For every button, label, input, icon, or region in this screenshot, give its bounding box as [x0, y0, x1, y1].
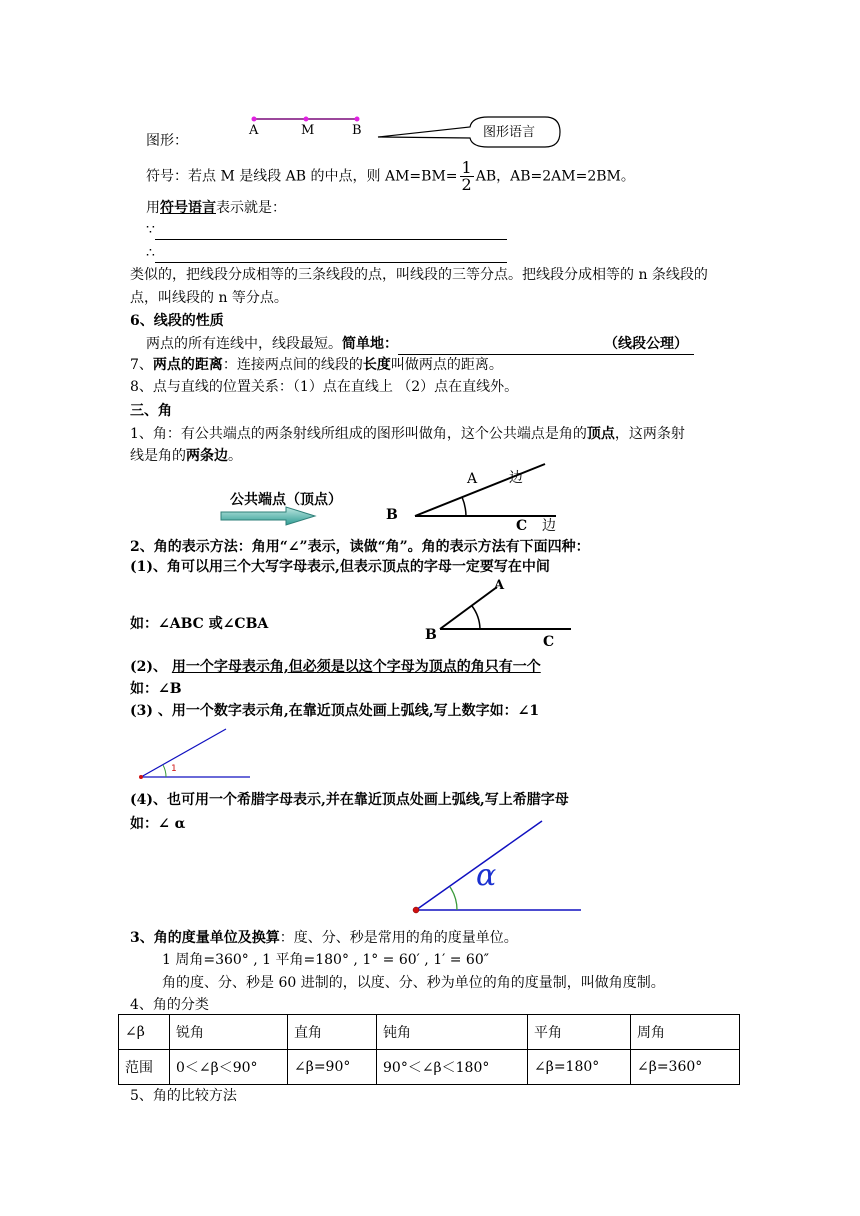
s7-num: 7、	[130, 357, 153, 373]
s6-axiom: （线段公理）	[598, 334, 694, 355]
use-pre: 用	[146, 200, 160, 216]
table-cell: ∠β	[119, 1015, 170, 1050]
table-cell: 直角	[288, 1015, 377, 1050]
table-cell: ∠β=90°	[288, 1050, 377, 1085]
def-l1-bold: 顶点	[586, 426, 615, 442]
fraction-denominator: 2	[461, 175, 472, 194]
def-l2-bold: 两条边	[186, 448, 228, 464]
table-cell: ∠β=360°	[631, 1050, 740, 1085]
method-1-example: 如：∠ABC 或∠CBA	[130, 616, 269, 632]
similar-line-1: 类似的，把线段分成相等的三条线段的点，叫线段的三等分点。把线段分成相等的 n 条线段的	[130, 267, 708, 283]
symbol-suffix: AB，AB=2AM=2BM。	[475, 168, 635, 185]
fig1-label-a: A	[467, 471, 478, 487]
def-l1-post: ，这两条射	[614, 426, 685, 442]
s6-statement: 两点的所有连线中，线段最短。	[146, 336, 342, 352]
units-line	[130, 928, 518, 948]
angle-classification-table	[118, 1014, 740, 1085]
fig2-label-c: C	[543, 634, 555, 650]
method-3: (3) 、用一个数字表示角,在靠近顶点处画上弧线,写上数字如：∠1	[130, 703, 540, 719]
units-description: 角的度、分、秒是 60 进制的，以度、分、秒为单位的角的度量制，叫做角度制。	[162, 975, 665, 991]
s5-heading: 5、角的比较方法	[130, 1088, 237, 1104]
s6-heading: 6、线段的性质	[130, 313, 224, 329]
notation-intro: 2、角的表示方法：角用“∠”表示，读做“角”。角的表示方法有下面四种：	[130, 539, 590, 555]
section-3-heading: 三、角	[130, 403, 172, 419]
units-conversion: 1 周角=360° , 1 平角=180° , 1° = 60′ , 1′ = 60″	[162, 952, 489, 968]
table-cell: 锐角	[170, 1015, 288, 1050]
method-4-example: 如：∠ α	[130, 816, 186, 832]
callout-text: 图形语言	[483, 125, 536, 140]
method-2-num: (2)、	[130, 659, 172, 675]
units-text: ：度、分、秒是常用的角的度量单位。	[279, 930, 518, 946]
units-bold: 3、角的度量单位及换算	[130, 930, 280, 946]
table-cell: 90°＜∠β＜180°	[377, 1050, 528, 1085]
s6-simple: 简单地：	[342, 336, 398, 352]
therefore-symbol: ∴	[146, 245, 155, 261]
s7-text1: ：连接两点间的线段的	[222, 357, 363, 373]
fig1-arrow-label: 公共端点（顶点）	[230, 492, 342, 508]
table-cell: 范围	[119, 1050, 170, 1085]
def-l1-pre: 1、角：有公共端点的两条射线所组成的图形叫做角，这个公共端点是角的	[130, 426, 587, 442]
fig1-label-c: C	[516, 518, 528, 534]
table-cell: 平角	[528, 1015, 631, 1050]
point-m-label: M	[301, 123, 315, 138]
table-cell: ∠β=180°	[528, 1050, 631, 1085]
s7-bold2: 长度	[362, 357, 391, 373]
fig4-vertex	[413, 907, 419, 913]
fraction-numerator: 1	[461, 158, 472, 177]
table-row	[119, 1050, 740, 1085]
symbol-prefix: 符号：若点 M 是线段 AB 的中点，则 AM=BM=	[146, 168, 458, 185]
use-bold: 符号语言	[160, 200, 216, 216]
method-1: (1)、角可以用三个大写字母表示,但表示顶点的字母一定要写在中间	[130, 559, 550, 575]
fig2-label-b: B	[425, 627, 437, 643]
fig3-number: 1	[171, 764, 177, 774]
fig1-label-side2: 边	[542, 518, 556, 534]
method-2-example: 如：∠B	[130, 681, 182, 697]
shape-label: 图形：	[146, 133, 188, 149]
because-symbol: ∵	[146, 222, 155, 238]
table-row	[119, 1015, 740, 1050]
table-cell: 钝角	[377, 1015, 528, 1050]
fig2-label-a: A	[494, 578, 505, 593]
s7-bold1: 两点的距离	[152, 357, 223, 373]
def-l2-post: 。	[228, 448, 242, 464]
fig4-arc	[450, 887, 457, 910]
method-4: (4)、也可用一个希腊字母表示,并在靠近顶点处画上弧线,写上希腊字母	[130, 792, 569, 808]
similar-line-2: 点，叫线段的 n 等分点。	[130, 290, 288, 306]
s8-line: 8、点与直线的位置关系：（1）点在直线上 （2）点在直线外。	[130, 379, 519, 395]
classification-heading: 4、角的分类	[130, 997, 209, 1013]
def-l2-pre: 线是角的	[130, 448, 186, 464]
method-2-text: 用一个字母表示角,但必须是以这个字母为顶点的角只有一个	[171, 659, 541, 675]
fig1-label-b: B	[386, 507, 398, 523]
point-a-label: A	[249, 123, 259, 138]
fig4-alpha: α	[476, 858, 497, 893]
table-cell: 0＜∠β＜90°	[170, 1050, 288, 1085]
fig1-label-side1: 边	[509, 470, 523, 486]
table-cell: 周角	[631, 1015, 740, 1050]
s7-text2: 叫做两点的距离。	[390, 357, 503, 373]
point-b-label: B	[352, 123, 362, 138]
use-post: 表示就是：	[216, 200, 286, 216]
